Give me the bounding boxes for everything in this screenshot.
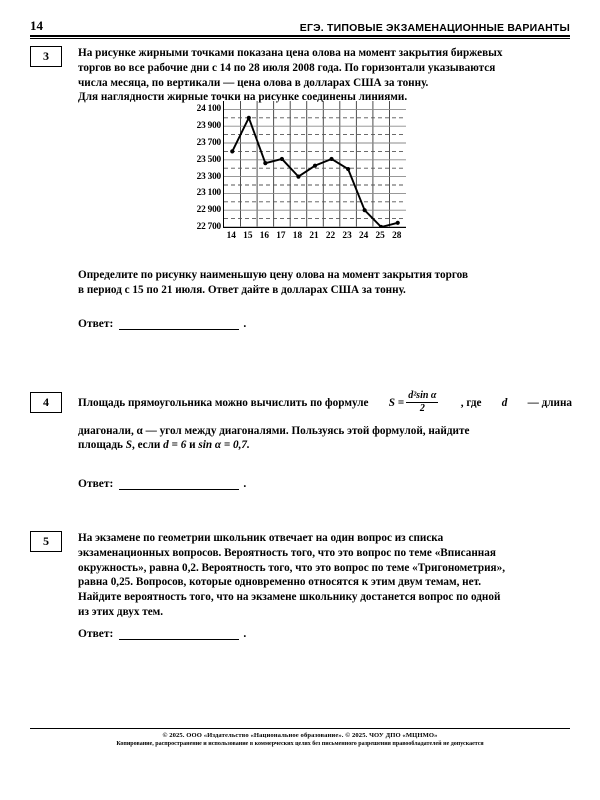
task-3-answer-row: [78, 318, 246, 330]
footer: [30, 732, 570, 747]
chart-x-tick-label: 15: [243, 231, 253, 241]
task-5-line-2: экзаменационных вопросов. Вероятность того, что это вопрос по теме «Вписанная: [78, 546, 496, 559]
task-5-line-3: окружность», равна 0,2. Вероятность того, что это вопрос по теме «Тригонометрия»,: [78, 561, 506, 574]
task-5: [30, 531, 572, 620]
task-5-answer-blank[interactable]: [119, 628, 239, 640]
header-rule-thick: [30, 35, 570, 37]
task-3-question-line-1: Определите по рисунку наименьшую цену олова на момент закрытия торгов: [78, 269, 468, 281]
task-4-line-3: [78, 438, 572, 453]
chart-plot-inner: [224, 101, 406, 227]
chart-y-tick-label: 23 100: [196, 188, 221, 199]
chart-y-axis-labels: [175, 101, 221, 232]
task-3-question-line-2: в период с 15 по 21 июля. Ответ дайте в долларах США за тонну.: [78, 283, 406, 296]
chart-x-tick-label: 21: [309, 231, 319, 241]
chart-x-tick-label: 28: [392, 231, 402, 241]
chart-y-tick-label: 22 700: [196, 222, 221, 232]
footer-copyright: © 2025. ООО «Издательство «Национальное образование». © 2025. ЧОУ ДПО «МЦНМО»: [162, 732, 438, 739]
task-3-line-1: На рисунке жирными точками показана цена олова на момент закрытия биржевых: [78, 47, 503, 59]
running-head-title: ЕГЭ. ТИПОВЫЕ ЭКЗАМЕНАЦИОННЫЕ ВАРИАНТЫ: [299, 22, 570, 34]
task-3-question: [30, 268, 572, 298]
chart-x-axis-labels: [223, 231, 407, 245]
chart-y-tick-label: 22 900: [196, 205, 221, 216]
footer-notice: Копирование, распространение и использование в коммерческих целях без письменного разрешения правообладателей не допускается: [116, 741, 484, 747]
page-number: 14: [30, 18, 43, 33]
task-3-answer-period: .: [243, 318, 247, 330]
task-3-line-2: торгов во все рабочие дни с 14 по 28 июля 2008 года. По горизонтали указываются: [78, 61, 496, 74]
task-4-statement: [78, 392, 572, 453]
task-3-statement: [78, 46, 572, 105]
task-3: [30, 46, 572, 105]
task-4-fraction: [406, 391, 438, 414]
task-4-line-1: [78, 392, 572, 415]
task-3-line-4: Для наглядности жирные точки на рисунке соединены линиями.: [78, 91, 408, 104]
task-5-line-5: Найдите вероятность того, что на экзамене школьнику достанется вопрос по одной: [78, 591, 501, 604]
task-4-line-2: диагонали, α — угол между диагоналями. Пользуясь этой формулой, найдите: [78, 424, 470, 437]
task-4-line-1-text: Площадь прямоугольника можно вычислить по формуле: [78, 396, 369, 409]
chart-plot-area: [223, 101, 406, 228]
task-5-answer-row: [78, 628, 246, 640]
chart-x-tick-label: 23: [342, 231, 352, 241]
chart-x-tick-label: 22: [325, 231, 336, 241]
task-5-line-6: из этих двух тем.: [78, 605, 164, 618]
task-4-line-3-eq1: d = 6: [163, 439, 187, 452]
chart-y-tick-label: 23 700: [196, 138, 221, 148]
task-5-line-4: равна 0,25. Вопросов, которые одновременно относятся к этим двум темам, нет.: [78, 576, 482, 589]
header-rule-thin: [30, 38, 570, 39]
footer-rule: [30, 728, 570, 729]
task-4-line-3-and: и: [189, 439, 196, 452]
running-head: [30, 18, 570, 34]
task-5-answer-period: .: [243, 628, 247, 640]
task-5-number: 5: [30, 531, 62, 552]
task-4-answer-blank[interactable]: [119, 478, 239, 490]
chart-x-tick-label: 14: [226, 231, 236, 241]
task-3-answer-label: Ответ:: [78, 318, 114, 330]
task-4-answer-row: [78, 478, 246, 490]
task-4-line-3-mid: , если: [131, 439, 161, 452]
task-4: [30, 392, 572, 453]
task-4-line-3-eq2: sin α = 0,7.: [198, 439, 250, 452]
chart-x-tick-label: 25: [375, 231, 385, 241]
task-4-answer-period: .: [243, 478, 247, 490]
task-4-number: 4: [30, 392, 62, 413]
task-4-line-1-tail: — длина: [527, 396, 572, 409]
chart-x-tick-label: 24: [358, 231, 369, 241]
task-4-line-1-post: , где: [460, 396, 482, 409]
task-5-line-1: На экзамене по геометрии школьник отвечает на один вопрос из списка: [78, 532, 444, 544]
chart-x-tick-label: 17: [276, 231, 286, 241]
task-4-fraction-denominator: 2: [419, 402, 425, 414]
task-5-answer-label: Ответ:: [78, 628, 114, 640]
task-4-formula: [389, 392, 441, 415]
task-5-statement: [78, 531, 572, 620]
task-4-line-1-var: d: [501, 396, 508, 409]
task-3-question-body: [78, 268, 572, 298]
task-3-number: 3: [30, 46, 62, 67]
chart-y-tick-label: 23 900: [196, 121, 221, 132]
task-3-answer-blank[interactable]: [119, 318, 239, 330]
task-4-answer-label: Ответ:: [78, 478, 114, 490]
chart-y-tick-label: 24 100: [196, 104, 221, 115]
task-4-fraction-numerator: d²sin α: [408, 390, 437, 401]
task-4-formula-lhs: S =: [388, 396, 405, 409]
task-3-line-3: числа месяца, по вертикали — цена олова в долларах США за тонну.: [78, 76, 429, 89]
chart-x-tick-label: 16: [259, 231, 270, 241]
task-4-line-3-pre: площадь: [78, 439, 123, 452]
chart-y-tick-label: 23 300: [196, 171, 221, 182]
chart-x-tick-label: 18: [292, 231, 303, 241]
chart-svg: [224, 101, 406, 227]
chart-y-tick-label: 23 500: [196, 154, 221, 165]
task-4-line-3-var: S: [125, 439, 132, 452]
tin-price-chart: [175, 101, 425, 249]
